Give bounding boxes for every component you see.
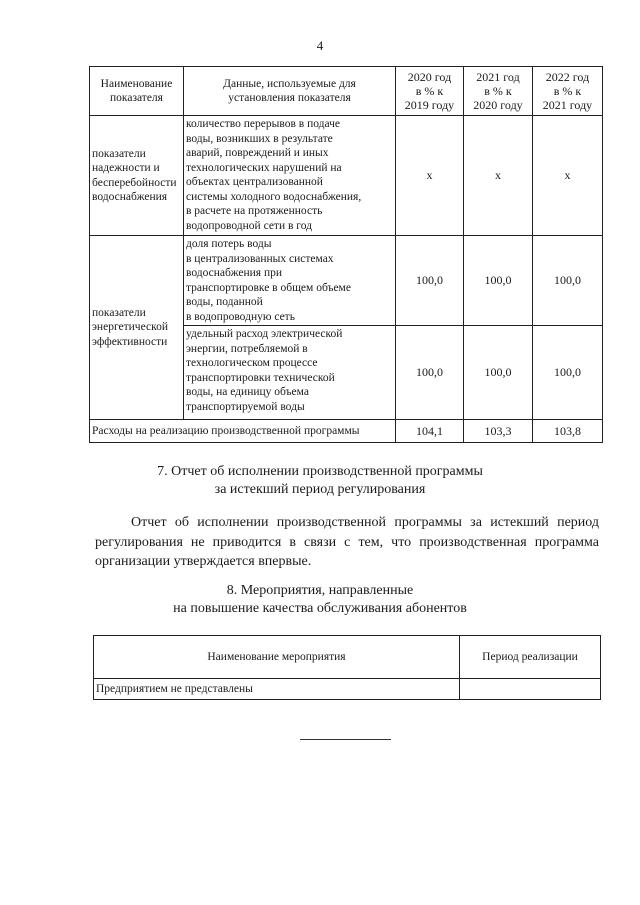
table-row (90, 116, 603, 236)
section-7-title: 7. Отчет об исполнении производственной программы за истекший период регулирования (157, 464, 483, 497)
reliability-indicator-data: количество перерывов в подаче воды, возникших в результате аварий, повреждений и иных технологических нарушений на объектах централизованной системы холодного водоснабжения, в расчете на протяженность водопроводной сети в год (184, 116, 396, 236)
header-2022: 2022 год в % к 2021 году (533, 67, 603, 116)
section-7-text: Отчет об исполнении производственной программы за истекший период регулирования не приводится в связи с тем, что производственная программа организации утверждается впервые. (95, 515, 599, 569)
table-header-row (90, 67, 603, 116)
indicators-table (89, 66, 603, 443)
value-2021: 100,0 (464, 236, 533, 326)
value-2022: 100,0 (533, 236, 603, 326)
value-2021: 100,0 (464, 326, 533, 420)
value-2021: x (464, 116, 533, 236)
total-2020: 104,1 (396, 420, 464, 443)
header-indicator-name: Наименование показателя (90, 67, 184, 116)
header-2020: 2020 год в % к 2019 году (396, 67, 464, 116)
end-divider (300, 739, 391, 740)
energy-indicator-name: показатели энергетической эффективности (90, 236, 184, 420)
measure-period-cell (460, 679, 601, 700)
value-2022: 100,0 (533, 326, 603, 420)
total-2021: 103,3 (464, 420, 533, 443)
measure-name-cell: Предприятием не представлены (94, 679, 460, 700)
value-2020: x (396, 116, 464, 236)
value-2020: 100,0 (396, 326, 464, 420)
table-row (90, 236, 603, 326)
total-row (90, 420, 603, 443)
water-loss-data: доля потерь воды в централизованных системах водоснабжения при транспортировке в общем объеме воды, поданной в водопроводную сеть (184, 236, 396, 326)
page-number: 4 (316, 38, 324, 53)
header-measure-name: Наименование мероприятия (94, 636, 460, 679)
total-label: Расходы на реализацию производственной программы (90, 420, 396, 443)
header-2021: 2021 год в % к 2020 году (464, 67, 533, 116)
value-2022: x (533, 116, 603, 236)
electricity-consumption-data: удельный расход электрической энергии, потребляемой в технологическом процессе транспортировки технической воды, на единицу объема транспортируемой воды (184, 326, 396, 420)
table-header-row (94, 636, 601, 679)
measures-table (93, 635, 601, 700)
table-row (94, 679, 601, 700)
value-2020: 100,0 (396, 236, 464, 326)
header-period: Период реализации (460, 636, 601, 679)
section-8-title: 8. Мероприятия, направленные на повышение качества обслуживания абонентов (173, 583, 467, 616)
header-data-used: Данные, используемые для установления показателя (184, 67, 396, 116)
total-2022: 103,8 (533, 420, 603, 443)
reliability-indicator-name: показатели надежности и бесперебойности водоснабжения (90, 116, 184, 236)
